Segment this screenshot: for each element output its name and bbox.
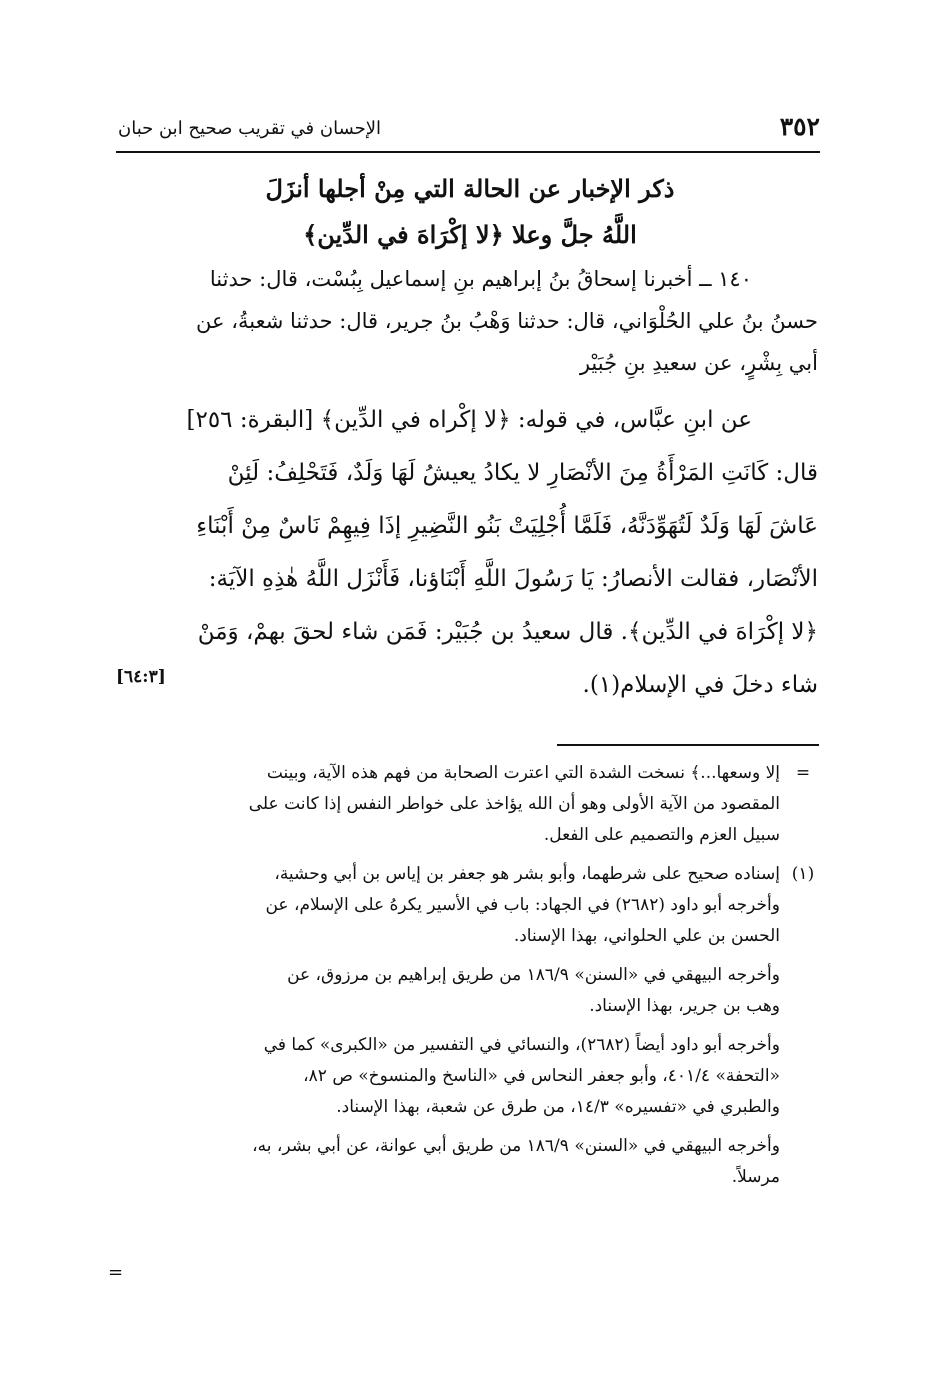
matn-line: قال: كَانَتِ المَرْأَةُ مِنَ الأنْصَارِ لا يكادُ يعيشُ لَهَا وَلَدٌ، فَتَحْلِفُ: لَئِنْ <box>227 460 818 486</box>
footnote-line: وأخرجه أبو داود (٢٦٨٢) في الجهاد: باب في الأسير يكرهُ على الإسلام، عن <box>265 895 780 915</box>
isnad-line: أبي بِشْرٍ، عن سعيدِ بنِ جُبَيْر <box>579 351 818 375</box>
footnote-line: وهب بن جرير، بهذا الإسناد. <box>589 996 780 1016</box>
footnote-line: المقصود من الآية الأولى وهو أن الله يؤاخذ على خواطر النفس إذا كانت على <box>248 794 780 814</box>
footnote-line: «التحفة» ٤٠١/٤، وأبو جعفر النحاس في «الناسخ والمنسوخ» ص ٨٢، <box>303 1066 780 1086</box>
footnote-marker: (١) <box>791 864 815 884</box>
footnote-continuation <box>116 758 820 851</box>
hadith-matn <box>116 394 818 712</box>
footnote-line: إسناده صحيح على شرطهما، وأبو بشر هو جعفر بن إياس بن أبي وحشية، <box>274 864 780 884</box>
continuation-mark: = <box>108 1262 124 1283</box>
footnote-line: سبيل العزم والتصميم على الفعل. <box>543 825 780 845</box>
page-header <box>118 110 820 148</box>
footnote-paragraph <box>116 960 820 1022</box>
isnad-line: حسنُ بنُ علي الحُلْوَاني، قال: حدثنا وَهْبُ بنُ جرير، قال: حدثنا شعبةُ، عن <box>196 309 818 333</box>
matn-line: شاء دخلَ في الإسلام(١). <box>582 672 818 698</box>
footnote-paragraph <box>116 1030 820 1123</box>
hadith-isnad <box>116 258 818 384</box>
footnote-line: الحسن بن علي الحلواني، بهذا الإسناد. <box>513 926 780 946</box>
chapter-heading <box>200 166 740 258</box>
footnote-line: وأخرجه البيهقي في «السنن» ١٨٦/٩ من طريق أبي عوانة، عن أبي بشر، به، <box>252 1136 780 1156</box>
page-number: ٣٥٢ <box>779 112 820 141</box>
footnote-line: وأخرجه البيهقي في «السنن» ١٨٦/٩ من طريق إبراهيم بن مرزوق، عن <box>287 965 780 985</box>
footnotes <box>116 758 820 1201</box>
footnote-1 <box>116 859 820 952</box>
matn-line: عن ابنِ عبَّاس، في قوله: ﴿لا إكْراه في الدِّين﴾ [البقرة: ٢٥٦] <box>186 407 752 433</box>
footnote-line: وأخرجه أبو داود أيضاً (٢٦٨٢)، والنسائي في التفسير من «الكبرى» كما في <box>263 1035 780 1055</box>
chapter-heading-line: ذكر الإخبار عن الحالة التي مِنْ أجلها أنزَلَ <box>265 174 675 203</box>
running-title: الإحسان في تقريب صحيح ابن حبان <box>118 118 382 139</box>
hadith-reference: [٦٤:٣] <box>116 667 166 687</box>
footnote-paragraph <box>116 1131 820 1193</box>
footnote-line: مرسلاً. <box>731 1167 780 1187</box>
footnote-line: والطبري في «تفسيره» ١٤/٣، من طرق عن شعبة، بهذا الإسناد. <box>336 1097 780 1117</box>
footnote-divider <box>557 744 819 746</box>
footnote-marker: = <box>795 763 811 783</box>
chapter-heading-line: اللَّهُ جلَّ وعلا ﴿لا إكْرَاهَ في الدِّين﴾ <box>303 220 637 249</box>
header-divider <box>116 151 820 153</box>
hadith-body <box>116 258 818 712</box>
matn-line: ﴿لا إكْرَاهَ في الدِّين﴾. قال سعيدُ بن جُبَيْر: فَمَن شاء لحقَ بهمْ، وَمَنْ <box>197 619 818 645</box>
matn-line: الأنْصَار، فقالت الأنصارُ: يَا رَسُولَ اللَّهِ أَبْنَاؤنا، فَأَنْزَل اللَّهُ هٰذِهِ الآيَة: <box>208 566 818 592</box>
matn-line: عَاشَ لَهَا وَلَدٌ لَتُهَوِّدَنَّهُ، فَلَمَّا أُجْلِيَتْ بَنُو النَّضِيرِ إذَا فِيهِمْ نَاسٌ مِنْ أَبْنَاءِ <box>196 513 818 539</box>
isnad-line: ١٤٠ ــ أخبرنا إسحاقُ بنُ إبراهيم بنِ إسماعيل بِبُسْت، قال: حدثنا <box>209 267 752 291</box>
footnote-line: إلا وسعها...﴾ نسخت الشدة التي اعترت الصحابة من فهم هذه الآية، وبينت <box>266 763 780 783</box>
